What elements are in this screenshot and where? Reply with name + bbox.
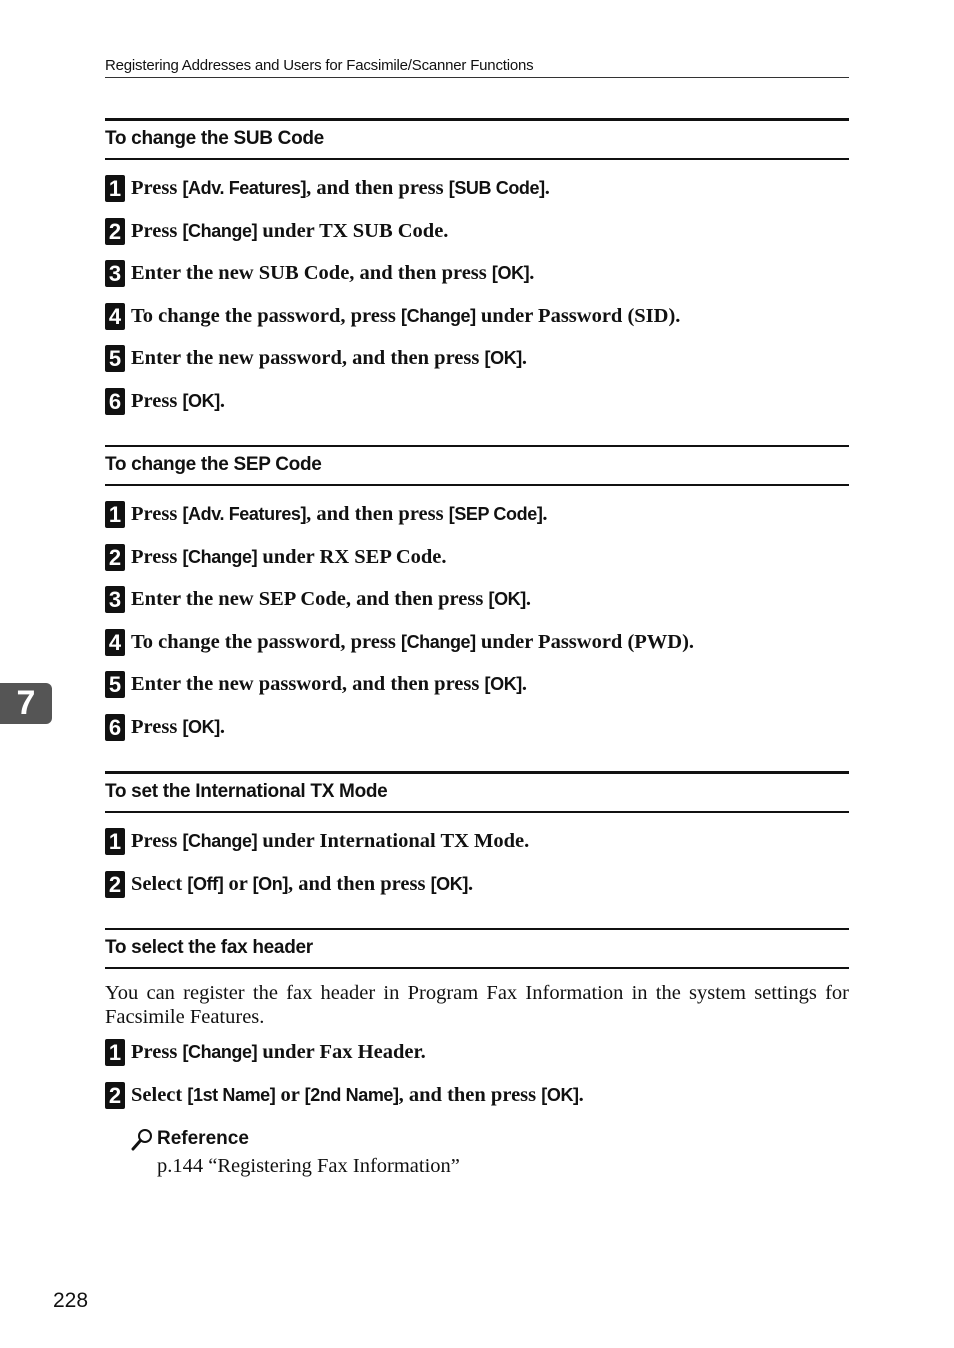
step-number-badge: 4: [105, 303, 125, 330]
step-text-run: .: [219, 715, 225, 738]
step-item: [105, 669, 849, 712]
section-title: To select the fax header: [105, 928, 849, 969]
reference-title: Reference: [157, 1128, 249, 1149]
step-text: [131, 542, 447, 572]
step-text-run: Enter the new password, and then press: [131, 673, 485, 696]
step-text-run: Enter the new SEP Code, and then press: [131, 588, 489, 611]
step-text: [131, 712, 225, 742]
key-label: [OK]: [484, 348, 522, 369]
step-text-run: .: [529, 262, 535, 285]
step-item: [105, 499, 849, 542]
step-number-badge: 2: [105, 544, 125, 571]
step-number-badge: 2: [105, 1082, 125, 1109]
step-text: [131, 343, 527, 373]
step-text-run: Enter the new SUB Code, and then press: [131, 262, 492, 285]
key-label: [OK]: [491, 263, 530, 284]
section-sep-code: [105, 445, 849, 755]
key-label: [OK]: [488, 589, 526, 610]
step-item: [105, 1080, 849, 1123]
step-number-badge: 4: [105, 629, 125, 656]
step-text: [131, 301, 680, 331]
step-text-run: under Password (SID).: [475, 304, 681, 327]
section-sub-code: [105, 118, 849, 429]
step-text-run: .: [467, 872, 474, 895]
magnifier-icon: [131, 1127, 155, 1151]
step-text-run: .: [521, 347, 528, 370]
key-label: [1st Name]: [187, 1084, 276, 1105]
step-text-run: Press: [131, 503, 183, 525]
step-text: [131, 258, 534, 288]
section-fax-header: [105, 928, 849, 1122]
step-text: [131, 386, 225, 416]
step-text: [131, 499, 548, 529]
step-text: [131, 216, 448, 246]
step-item: [105, 301, 849, 344]
key-label: [Change]: [400, 305, 476, 326]
step-text-run: .: [542, 503, 548, 525]
step-text: [131, 1037, 426, 1067]
step-text-run: Press: [131, 830, 183, 852]
step-text-run: under Fax Header.: [257, 1041, 426, 1063]
step-text-run: , and then press: [287, 872, 431, 895]
step-number-badge: 5: [105, 345, 125, 372]
step-number-badge: 3: [105, 260, 125, 287]
step-number-badge: 5: [105, 671, 125, 698]
step-number-badge: 6: [105, 714, 125, 741]
step-number-badge: 1: [105, 501, 125, 528]
reference-link-text: p.144 “Registering Fax Information”: [157, 1155, 460, 1177]
step-number-badge: 3: [105, 586, 125, 613]
key-label: [Change]: [182, 831, 258, 851]
step-text: [131, 627, 694, 657]
step-item: [105, 343, 849, 386]
step-item: [105, 712, 849, 755]
step-number-badge: 2: [105, 871, 125, 898]
step-item: [105, 627, 849, 670]
section-title: To set the International TX Mode: [105, 771, 849, 813]
step-item: [105, 542, 849, 585]
key-label: [Adv. Features]: [182, 504, 307, 524]
key-label: [Adv. Features]: [182, 178, 307, 198]
page-number: 228: [53, 1289, 89, 1312]
step-number-badge: 1: [105, 1039, 125, 1066]
key-label: [Change]: [182, 220, 258, 241]
step-text-run: under Password (PWD).: [475, 630, 695, 653]
step-item: [105, 584, 849, 627]
running-head: Registering Addresses and Users for Facsimile/Scanner Functions: [105, 57, 849, 78]
key-label: [Change]: [400, 631, 476, 652]
step-list: [105, 173, 849, 429]
key-label: [2nd Name]: [304, 1084, 399, 1105]
step-text-run: , and then press: [398, 1083, 542, 1106]
section-international-tx-mode: [105, 771, 849, 911]
step-item: [105, 173, 849, 216]
key-label: [OK]: [430, 873, 468, 894]
key-label: [OK]: [182, 716, 220, 737]
chapter-tab: 7: [0, 683, 52, 724]
step-text-run: Press: [131, 219, 183, 242]
step-number-badge: 1: [105, 175, 125, 202]
step-text: [131, 669, 527, 699]
step-number-badge: 2: [105, 218, 125, 245]
step-text-run: Enter the new password, and then press: [131, 347, 485, 370]
key-label: [Off]: [187, 873, 224, 894]
step-item: [105, 216, 849, 259]
key-label: [SEP Code]: [448, 504, 543, 524]
step-text-run: To change the password, press: [131, 630, 401, 653]
step-list: [105, 499, 849, 755]
step-text-run: Select: [131, 872, 188, 895]
step-text-run: .: [525, 588, 531, 611]
step-text: [131, 826, 529, 856]
step-text-run: .: [578, 1083, 584, 1106]
step-text-run: .: [544, 177, 550, 199]
step-item: [105, 1037, 849, 1080]
key-label: [SUB Code]: [448, 178, 545, 198]
step-number-badge: 1: [105, 828, 125, 855]
key-label: [Change]: [182, 1042, 258, 1062]
step-text-run: or: [275, 1083, 305, 1106]
reference-block: [131, 1127, 460, 1178]
key-label: [OK]: [541, 1084, 579, 1105]
step-text-run: , and then press: [306, 503, 449, 525]
step-text: [131, 173, 550, 203]
key-label: [OK]: [484, 674, 522, 695]
step-text-run: Press: [131, 177, 183, 199]
section-intro: You can register the fax header in Program Fax Information in the system settings for Facsimile Features.: [105, 982, 849, 1028]
step-text-run: , and then press: [306, 177, 449, 199]
step-list: [105, 1037, 849, 1122]
step-text: [131, 1080, 584, 1110]
step-text-run: or: [223, 872, 253, 895]
step-text-run: Select: [131, 1083, 188, 1106]
step-text-run: under International TX Mode.: [257, 830, 530, 852]
step-text-run: Press: [131, 545, 183, 568]
step-number-badge: 6: [105, 388, 125, 415]
step-text-run: To change the password, press: [131, 304, 401, 327]
step-item: [105, 826, 849, 869]
step-item: [105, 258, 849, 301]
step-text-run: Press: [131, 389, 183, 412]
step-text-run: under TX SUB Code.: [257, 219, 449, 242]
step-text-run: Press: [131, 715, 183, 738]
key-label: [OK]: [182, 390, 220, 411]
step-text-run: .: [521, 673, 528, 696]
step-item: [105, 869, 849, 912]
step-text: [131, 869, 473, 899]
step-text-run: Press: [131, 1041, 183, 1063]
step-text: [131, 584, 531, 614]
section-title: To change the SUB Code: [105, 118, 849, 160]
step-list: [105, 826, 849, 911]
key-label: [On]: [252, 873, 288, 894]
step-text-run: under RX SEP Code.: [257, 545, 447, 568]
key-label: [Change]: [182, 546, 258, 567]
step-item: [105, 386, 849, 429]
step-text-run: .: [219, 389, 225, 412]
section-title: To change the SEP Code: [105, 445, 849, 486]
